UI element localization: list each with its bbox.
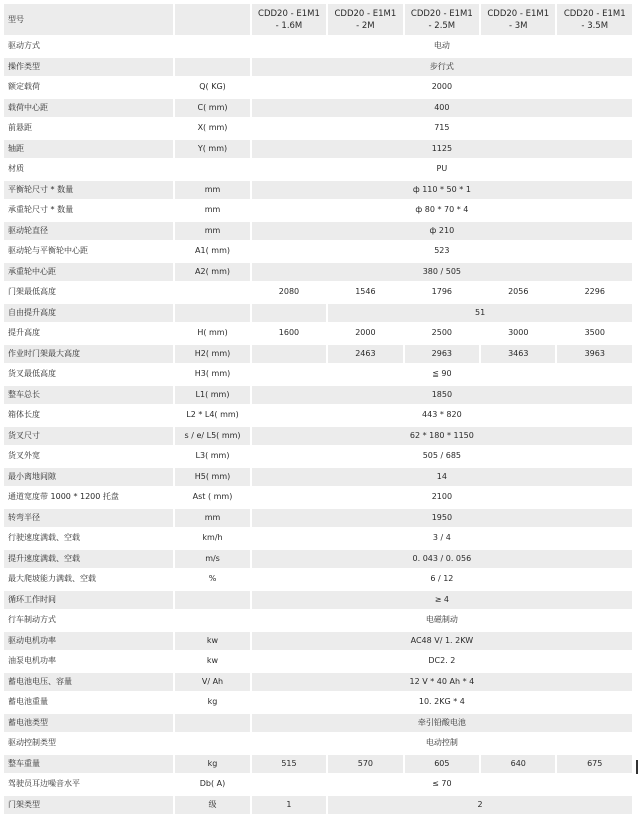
page-edge-mark — [636, 760, 638, 774]
value-cell: 51 — [328, 304, 632, 323]
model-name: CDD20 - E1M1 - 2M — [328, 4, 402, 35]
row-unit: H2( mm) — [175, 345, 249, 364]
row-label: 自由提升高度 — [4, 304, 173, 323]
value-cell — [252, 345, 326, 364]
row-label: 驱动轮与平衡轮中心距 — [4, 242, 173, 261]
row-label: 箱体长度 — [4, 406, 173, 425]
value-cell: 2100 — [252, 488, 632, 507]
row-label: 载荷中心距 — [4, 99, 173, 118]
value-cell: DC2. 2 — [252, 652, 632, 671]
row-unit: kg — [175, 755, 249, 774]
table-row — [4, 160, 632, 179]
table-row — [4, 58, 632, 77]
row-label: 货叉外宽 — [4, 447, 173, 466]
row-unit: kw — [175, 652, 249, 671]
row-label: 材质 — [4, 160, 173, 179]
row-unit: mm — [175, 181, 249, 200]
table-row — [4, 632, 632, 651]
table-row — [4, 324, 632, 343]
row-label: 货叉最低高度 — [4, 365, 173, 384]
value-cell: 6 / 12 — [252, 570, 632, 589]
value-cell: 3463 — [481, 345, 555, 364]
value-cell: 1600 — [252, 324, 326, 343]
value-cell: 443 * 820 — [252, 406, 632, 425]
table-row — [4, 570, 632, 589]
value-cell: 12 V * 40 Ah * 4 — [252, 673, 632, 692]
value-cell: 2080 — [252, 283, 326, 302]
value-cell: 2 — [328, 796, 632, 815]
table-row — [4, 509, 632, 528]
value-cell: 1950 — [252, 509, 632, 528]
table-row — [4, 140, 632, 159]
row-label: 整车总长 — [4, 386, 173, 405]
table-row — [4, 37, 632, 56]
table-row — [4, 714, 632, 733]
table-row — [4, 468, 632, 487]
value-cell: 1546 — [328, 283, 402, 302]
table-row — [4, 201, 632, 220]
row-unit: Q( KG) — [175, 78, 249, 97]
table-row — [4, 734, 632, 753]
table-row — [4, 345, 632, 364]
value-cell: 523 — [252, 242, 632, 261]
row-unit: L1( mm) — [175, 386, 249, 405]
header-label: 型号 — [4, 4, 173, 35]
row-unit: mm — [175, 222, 249, 241]
value-cell: AC48 V/ 1. 2KW — [252, 632, 632, 651]
row-label: 操作类型 — [4, 58, 173, 77]
row-label: 行车制动方式 — [4, 611, 173, 630]
value-cell: ≥ 4 — [252, 591, 632, 610]
row-unit: A2( mm) — [175, 263, 249, 282]
value-cell: 0. 043 / 0. 056 — [252, 550, 632, 569]
value-cell: 1125 — [252, 140, 632, 159]
table-row — [4, 263, 632, 282]
value-cell: 62 * 180 * 1150 — [252, 427, 632, 446]
value-cell: 2963 — [405, 345, 479, 364]
row-label: 驱动轮直径 — [4, 222, 173, 241]
table-row — [4, 591, 632, 610]
value-cell: 3500 — [557, 324, 632, 343]
row-unit: L3( mm) — [175, 447, 249, 466]
table-row — [4, 242, 632, 261]
table-row — [4, 283, 632, 302]
row-label: 行驶速度满载、空载 — [4, 529, 173, 548]
row-unit — [175, 283, 249, 302]
value-cell: 牵引铅酸电池 — [252, 714, 632, 733]
row-unit: Db( A) — [175, 775, 249, 794]
value-cell: ≤ 70 — [252, 775, 632, 794]
row-label: 门架最低高度 — [4, 283, 173, 302]
model-name: CDD20 - E1M1 - 3.5M — [557, 4, 632, 35]
row-label: 驱动控制类型 — [4, 734, 173, 753]
table-row — [4, 365, 632, 384]
row-unit — [175, 304, 249, 323]
row-unit — [175, 714, 249, 733]
value-cell: 3 / 4 — [252, 529, 632, 548]
row-unit: H3( mm) — [175, 365, 249, 384]
model-name: CDD20 - E1M1 - 3M — [481, 4, 555, 35]
row-label: 最小离地间隙 — [4, 468, 173, 487]
value-cell: 505 / 685 — [252, 447, 632, 466]
row-label: 转弯半径 — [4, 509, 173, 528]
row-unit: Y( mm) — [175, 140, 249, 159]
row-label: 蓄电池类型 — [4, 714, 173, 733]
row-label: 前悬距 — [4, 119, 173, 138]
value-cell: ≦ 90 — [252, 365, 632, 384]
table-row — [4, 386, 632, 405]
value-cell: 605 — [405, 755, 479, 774]
row-label: 提升高度 — [4, 324, 173, 343]
row-label: 通道宽度带 1000 * 1200 托盘 — [4, 488, 173, 507]
row-label: 驱动电机功率 — [4, 632, 173, 651]
row-unit: X( mm) — [175, 119, 249, 138]
table-row — [4, 222, 632, 241]
row-label: 平衡轮尺寸 * 数量 — [4, 181, 173, 200]
row-unit: A1( mm) — [175, 242, 249, 261]
row-unit: H5( mm) — [175, 468, 249, 487]
row-label: 油泵电机功率 — [4, 652, 173, 671]
value-cell: 570 — [328, 755, 402, 774]
row-unit: m/s — [175, 550, 249, 569]
row-unit: H( mm) — [175, 324, 249, 343]
row-label: 承重轮中心距 — [4, 263, 173, 282]
model-name: CDD20 - E1M1 - 1.6M — [252, 4, 326, 35]
value-cell: 电动控制 — [252, 734, 632, 753]
row-unit — [175, 58, 249, 77]
value-cell: 1 — [252, 796, 326, 815]
value-cell: 515 — [252, 755, 326, 774]
row-label: 轴距 — [4, 140, 173, 159]
value-cell: 10. 2KG * 4 — [252, 693, 632, 712]
value-cell: 14 — [252, 468, 632, 487]
value-cell: 3000 — [481, 324, 555, 343]
header-row — [4, 4, 632, 35]
table-row — [4, 611, 632, 630]
model-name: CDD20 - E1M1 - 2.5M — [405, 4, 479, 35]
row-unit: kg — [175, 693, 249, 712]
table-row — [4, 529, 632, 548]
row-label: 作业时门架最大高度 — [4, 345, 173, 364]
value-cell: 715 — [252, 119, 632, 138]
row-label: 蓄电池重量 — [4, 693, 173, 712]
value-cell: 400 — [252, 99, 632, 118]
row-label: 最大爬坡能力满载、空载 — [4, 570, 173, 589]
row-unit: V/ Ah — [175, 673, 249, 692]
row-unit: km/h — [175, 529, 249, 548]
row-label: 承重轮尺寸 * 数量 — [4, 201, 173, 220]
row-unit — [175, 37, 249, 56]
table-row — [4, 755, 632, 774]
header-unit — [175, 4, 249, 35]
table-row — [4, 775, 632, 794]
value-cell: 步行式 — [252, 58, 632, 77]
table-row — [4, 304, 632, 323]
table-row — [4, 488, 632, 507]
table-row — [4, 796, 632, 815]
row-label: 整车重量 — [4, 755, 173, 774]
value-cell: 2056 — [481, 283, 555, 302]
row-unit: mm — [175, 201, 249, 220]
row-unit — [175, 591, 249, 610]
table-row — [4, 550, 632, 569]
row-unit — [175, 160, 249, 179]
value-cell: ф 80 * 70 * 4 — [252, 201, 632, 220]
value-cell: 2000 — [328, 324, 402, 343]
value-cell: 2000 — [252, 78, 632, 97]
value-cell: 电动 — [252, 37, 632, 56]
value-cell: 640 — [481, 755, 555, 774]
table-row — [4, 447, 632, 466]
value-cell: 1850 — [252, 386, 632, 405]
table-row — [4, 693, 632, 712]
table-row — [4, 652, 632, 671]
value-cell: ф 110 * 50 * 1 — [252, 181, 632, 200]
table-row — [4, 78, 632, 97]
row-label: 驾驶员耳边噪音水平 — [4, 775, 173, 794]
value-cell: 380 / 505 — [252, 263, 632, 282]
value-cell: 1796 — [405, 283, 479, 302]
value-cell: 2463 — [328, 345, 402, 364]
row-unit: L2 * L4( mm) — [175, 406, 249, 425]
value-cell: 2296 — [557, 283, 632, 302]
row-unit: kw — [175, 632, 249, 651]
row-unit — [175, 734, 249, 753]
spec-table — [2, 2, 634, 816]
row-unit: Ast ( mm) — [175, 488, 249, 507]
row-label: 货叉尺寸 — [4, 427, 173, 446]
row-label: 蓄电池电压、容量 — [4, 673, 173, 692]
table-row — [4, 673, 632, 692]
row-unit: % — [175, 570, 249, 589]
table-row — [4, 427, 632, 446]
value-cell: 675 — [557, 755, 632, 774]
value-cell — [252, 304, 326, 323]
table-row — [4, 119, 632, 138]
value-cell: 2500 — [405, 324, 479, 343]
row-label: 循环工作时间 — [4, 591, 173, 610]
spec-table-body — [4, 4, 632, 814]
row-unit: 级 — [175, 796, 249, 815]
table-row — [4, 406, 632, 425]
row-unit: C( mm) — [175, 99, 249, 118]
row-unit: s / e/ L5( mm) — [175, 427, 249, 446]
table-row — [4, 99, 632, 118]
value-cell: PU — [252, 160, 632, 179]
value-cell: 电磁制动 — [252, 611, 632, 630]
row-label: 提升速度满载、空载 — [4, 550, 173, 569]
value-cell: ф 210 — [252, 222, 632, 241]
table-row — [4, 181, 632, 200]
row-unit — [175, 611, 249, 630]
row-label: 驱动方式 — [4, 37, 173, 56]
row-label: 额定载荷 — [4, 78, 173, 97]
row-label: 门架类型 — [4, 796, 173, 815]
row-unit: mm — [175, 509, 249, 528]
value-cell: 3963 — [557, 345, 632, 364]
